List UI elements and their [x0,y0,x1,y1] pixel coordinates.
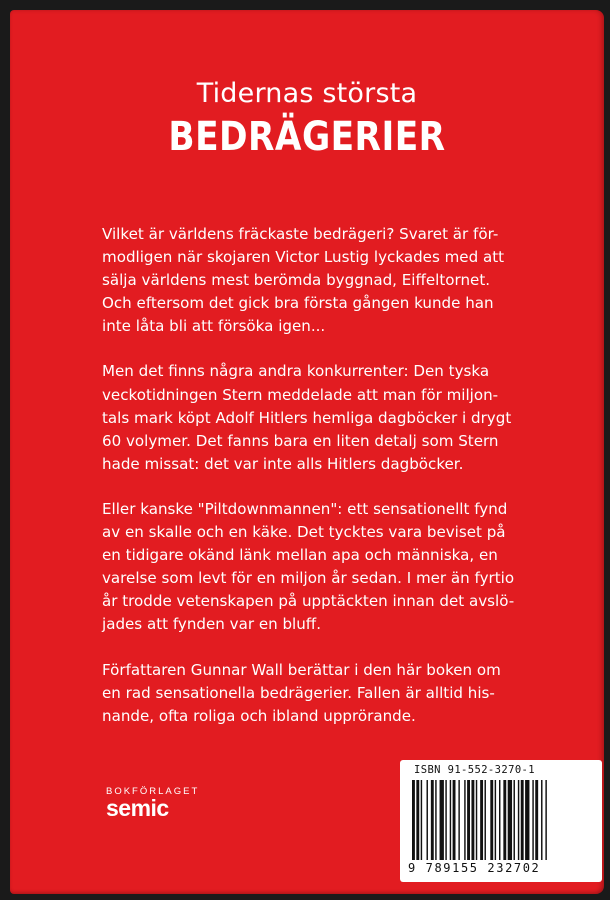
blurb-line: Men det finns några andra konkurrenter: Den tyska [102,362,490,381]
barcode-bar [532,780,533,860]
barcode-icon [412,780,590,860]
blurb-line: jades att fynden var en bluff. [102,615,322,634]
publisher-name: semic [106,795,169,821]
barcode-bar [416,780,419,860]
blurb-text [102,223,542,750]
barcode-bar [458,780,459,860]
barcode-bar [435,780,436,860]
barcode-bar [514,780,515,860]
blurb-paragraph [102,223,542,338]
barcode-bar [421,780,422,860]
blurb-paragraph [102,498,542,637]
ean-number: 9 789155 232702 [408,861,541,875]
blurb-line: hade missat: det var inte alls Hitlers dagböcker. [102,454,464,473]
blurb-line: Och eftersom det gick bra första gången kunde han [102,294,494,313]
barcode-bar [445,780,446,860]
barcode-bar [476,780,477,860]
blurb-line: Vilket är världens fräckaste bedrägeri? Svaret är för- [102,225,499,243]
barcode-bar [453,780,456,860]
blurb-line: nande, ofta roliga och ibland upprörande. [102,706,416,725]
barcode-bar [495,780,496,860]
blurb-paragraph [102,659,542,728]
blurb-line: 60 volymer. Det fanns bara en liten detalj som Stern [102,431,499,450]
blurb-line: tals mark köpt Adolf Hitlers hemliga dagböcker i drygt [102,408,512,427]
barcode-bar [471,780,474,860]
blurb-line: av en skalle och en käke. Det tycktes vara beviset på [102,523,506,542]
blurb-line: inte låta bli att försöka igen... [102,317,326,336]
barcode-bar [545,780,546,860]
blurb-line: Eller kanske "Piltdownmannen": ett sensationellt fynd [102,499,508,518]
barcode-label [400,760,602,882]
barcode-bar [431,780,434,860]
barcode-bar [535,780,538,860]
barcode-bar [541,780,542,860]
barcode-bar [490,780,493,860]
title-line-1: Tidernas största [196,78,418,109]
barcode-bar [464,780,465,860]
blurb-line: varelse som levt för en miljon år sedan. I mer än fyrtio [102,569,515,588]
blurb-line: modligen när skojaren Victor Lustig lyckades med att [102,248,505,267]
barcode-bar [480,780,483,860]
barcode-bar [450,780,451,860]
blurb-line: Författaren Gunnar Wall berättar i den här boken om [102,660,501,679]
barcode-bar [503,780,506,860]
title-line-2: BEDRÄGERIER [168,114,446,160]
barcode-bar [525,780,529,860]
isbn-number: ISBN 91-552-3270-1 [414,764,535,776]
blurb-line: en tidigare okänd länk mellan apa och människa, en [102,546,498,565]
publisher-label: BOKFÖRLAGET [106,786,200,797]
blurb-line: en rad sensationella bedrägerier. Fallen är alltid his- [102,683,495,702]
barcode-bar [521,780,524,860]
barcode-bar [412,780,415,860]
blurb-line: sälja världens mest berömda byggnad, Eiffeltornet. [102,271,491,290]
blurb-paragraph [102,360,542,475]
barcode-bar [508,780,512,860]
barcode-bar [440,780,444,860]
blurb-line: år trodde vetenskapen på upptäckten innan det avslö- [102,592,515,611]
book-back-cover [10,10,604,894]
barcode-bar [499,780,500,860]
blurb-line: veckotidningen Stern meddelade att man för miljon- [102,385,499,404]
barcode-bar [427,780,428,860]
publisher-logo [106,786,199,822]
barcode-bar [467,780,470,860]
barcode-bar [485,780,486,860]
barcode-bar [518,780,519,860]
